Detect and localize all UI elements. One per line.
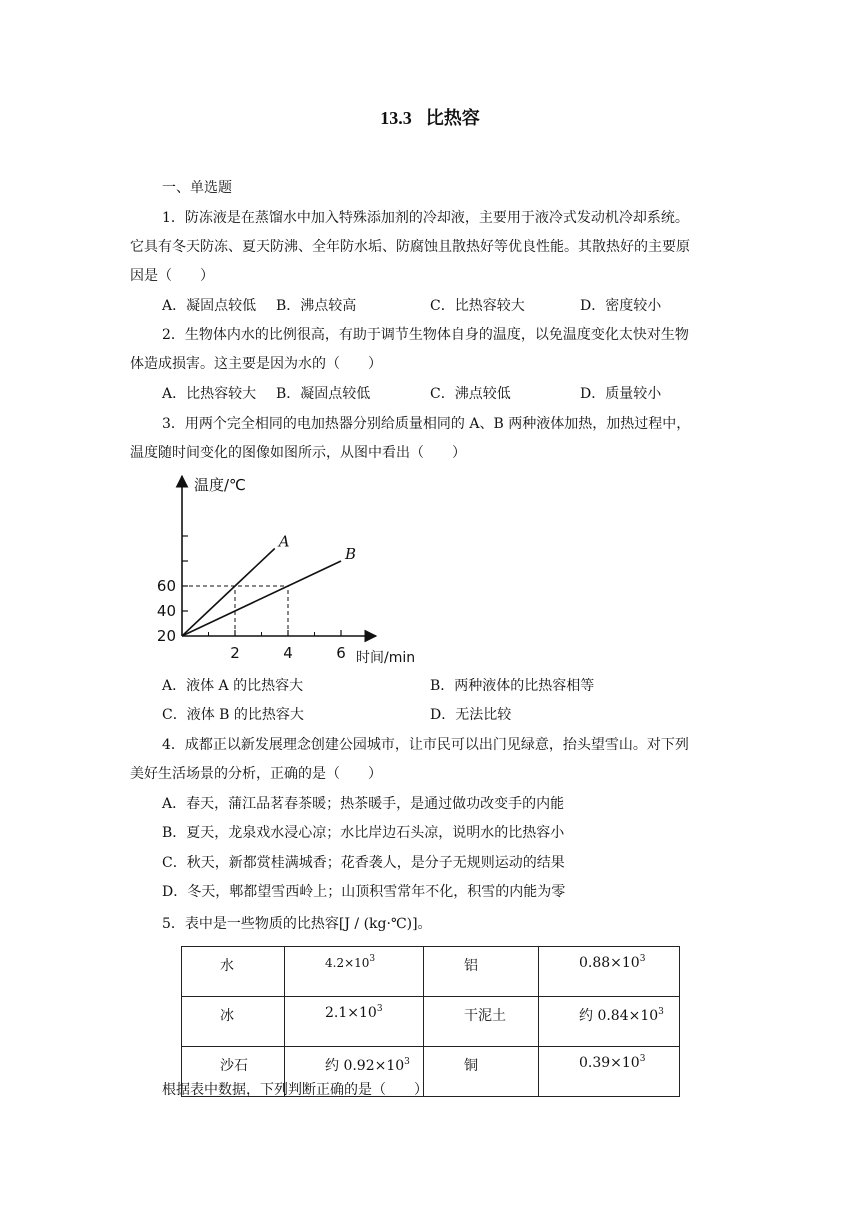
- table-cell: 约 0.92×10: [325, 1058, 405, 1074]
- q3-option-c: C．液体 B 的比热容大: [162, 707, 304, 723]
- y-tick-label: 20: [156, 627, 176, 645]
- q1-line-1: 1．防冻液是在蒸馏水中加入特殊添加剂的冷却液，主要用于液冷式发动机冷却系统。: [162, 210, 689, 226]
- series-line-a: [182, 549, 275, 637]
- q2-option-b: B．凝固点较低: [276, 386, 371, 402]
- q3-option-a: A．液体 A 的比热容大: [162, 678, 304, 694]
- q5-question: 根据表中数据，下列判断正确的是（ ）: [162, 1082, 428, 1098]
- q1-line-3: 因是（ ）: [130, 268, 214, 284]
- q1-option-b: B．沸点较高: [276, 298, 357, 314]
- exponent: 3: [404, 1057, 410, 1067]
- title-text: 比热容: [425, 108, 480, 129]
- temperature-time-graph: [150, 470, 440, 670]
- x-axis-label: 时间/min: [356, 650, 416, 666]
- q3-line-1: 3．用两个完全相同的电加热器分别给质量相同的 A、B 两种液体加热，加热过程中，: [162, 416, 691, 432]
- exponent: 3: [376, 1004, 383, 1014]
- table-cell: 干泥土: [464, 1008, 506, 1024]
- table-cell: 铝: [464, 958, 478, 974]
- exponent: 3: [658, 1007, 664, 1017]
- table-cell: 水: [220, 958, 234, 974]
- table-cell: 0.39×10: [579, 1055, 640, 1071]
- table-cell: 冰: [220, 1008, 234, 1024]
- table-cell: 铜: [464, 1058, 478, 1074]
- y-tick-label: 60: [156, 577, 176, 595]
- exponent: 3: [639, 954, 646, 964]
- q5-intro: 5．表中是一些物质的比热容[J / (kg·℃)]。: [162, 916, 432, 932]
- q2-option-d: D．质量较小: [580, 386, 662, 402]
- q2-option-a: A．比热容较大: [162, 386, 257, 402]
- specific-heat-table: [181, 946, 680, 1097]
- q4-line-2: 美好生活场景的分析，正确的是（ ）: [130, 766, 382, 782]
- q3-option-b: B．两种液体的比热容相等: [430, 678, 595, 694]
- table-row: [182, 997, 680, 1047]
- series-label-a: A: [278, 532, 290, 551]
- q1-option-c: C．比热容较大: [430, 298, 525, 314]
- q2-option-c: C．沸点较低: [430, 386, 511, 402]
- y-tick-label: 40: [156, 602, 176, 620]
- q2-line-2: 体造成损害。这主要是因为水的（ ）: [130, 356, 382, 372]
- q4-line-1: 4．成都正以新发展理念创建公园城市，让市民可以出门见绿意，抬头望雪山。对下列: [162, 737, 689, 753]
- q1-line-2: 它具有冬天防冻、夏天防沸、全年防水垢、防腐蚀且散热好等优良性能。其散热好的主要原: [130, 239, 690, 255]
- series-line-b: [182, 561, 341, 636]
- q4-option-b: B．夏天，龙泉戏水浸心凉；水比岸边石头凉，说明水的比热容小: [162, 825, 565, 841]
- table-cell: 2.1×10: [325, 1005, 377, 1021]
- q3-option-d: D．无法比较: [430, 707, 512, 723]
- table-cell: 0.88×10: [579, 955, 640, 971]
- page-title: [0, 104, 860, 130]
- table-cell: 沙石: [220, 1058, 248, 1074]
- y-axis-label: 温度/℃: [194, 476, 246, 494]
- q3-line-2: 温度随时间变化的图像如图所示，从图中看出（ ）: [130, 445, 466, 461]
- x-tick-label: 4: [283, 644, 293, 662]
- exponent: 3: [639, 1054, 646, 1064]
- section-heading: 一、单选题: [162, 180, 232, 196]
- table-cell: 4.2×10: [325, 956, 370, 970]
- exponent: 3: [369, 954, 376, 964]
- q4-option-a: A．春天，蒲江品茗春茶暖；热茶暖手，是通过做功改变手的内能: [162, 796, 565, 812]
- q2-line-1: 2．生物体内水的比例很高，有助于调节生物体自身的温度，以免温度变化太快对生物: [162, 327, 689, 343]
- q1-option-d: D．密度较小: [580, 298, 662, 314]
- table-cell: 约 0.84×10: [579, 1008, 659, 1024]
- table-row: [182, 947, 680, 997]
- title-number: 13.3: [380, 108, 412, 128]
- q4-option-c: C．秋天，新都赏桂满城香；花香袭人，是分子无规则运动的结果: [162, 855, 565, 871]
- series-label-b: B: [345, 545, 357, 563]
- x-tick-label: 6: [336, 644, 346, 662]
- q4-option-d: D．冬天，郫都望雪西岭上；山顶积雪常年不化，积雪的内能为零: [162, 884, 566, 900]
- x-tick-label: 2: [230, 644, 240, 662]
- q1-option-a: A．凝固点较低: [162, 298, 257, 314]
